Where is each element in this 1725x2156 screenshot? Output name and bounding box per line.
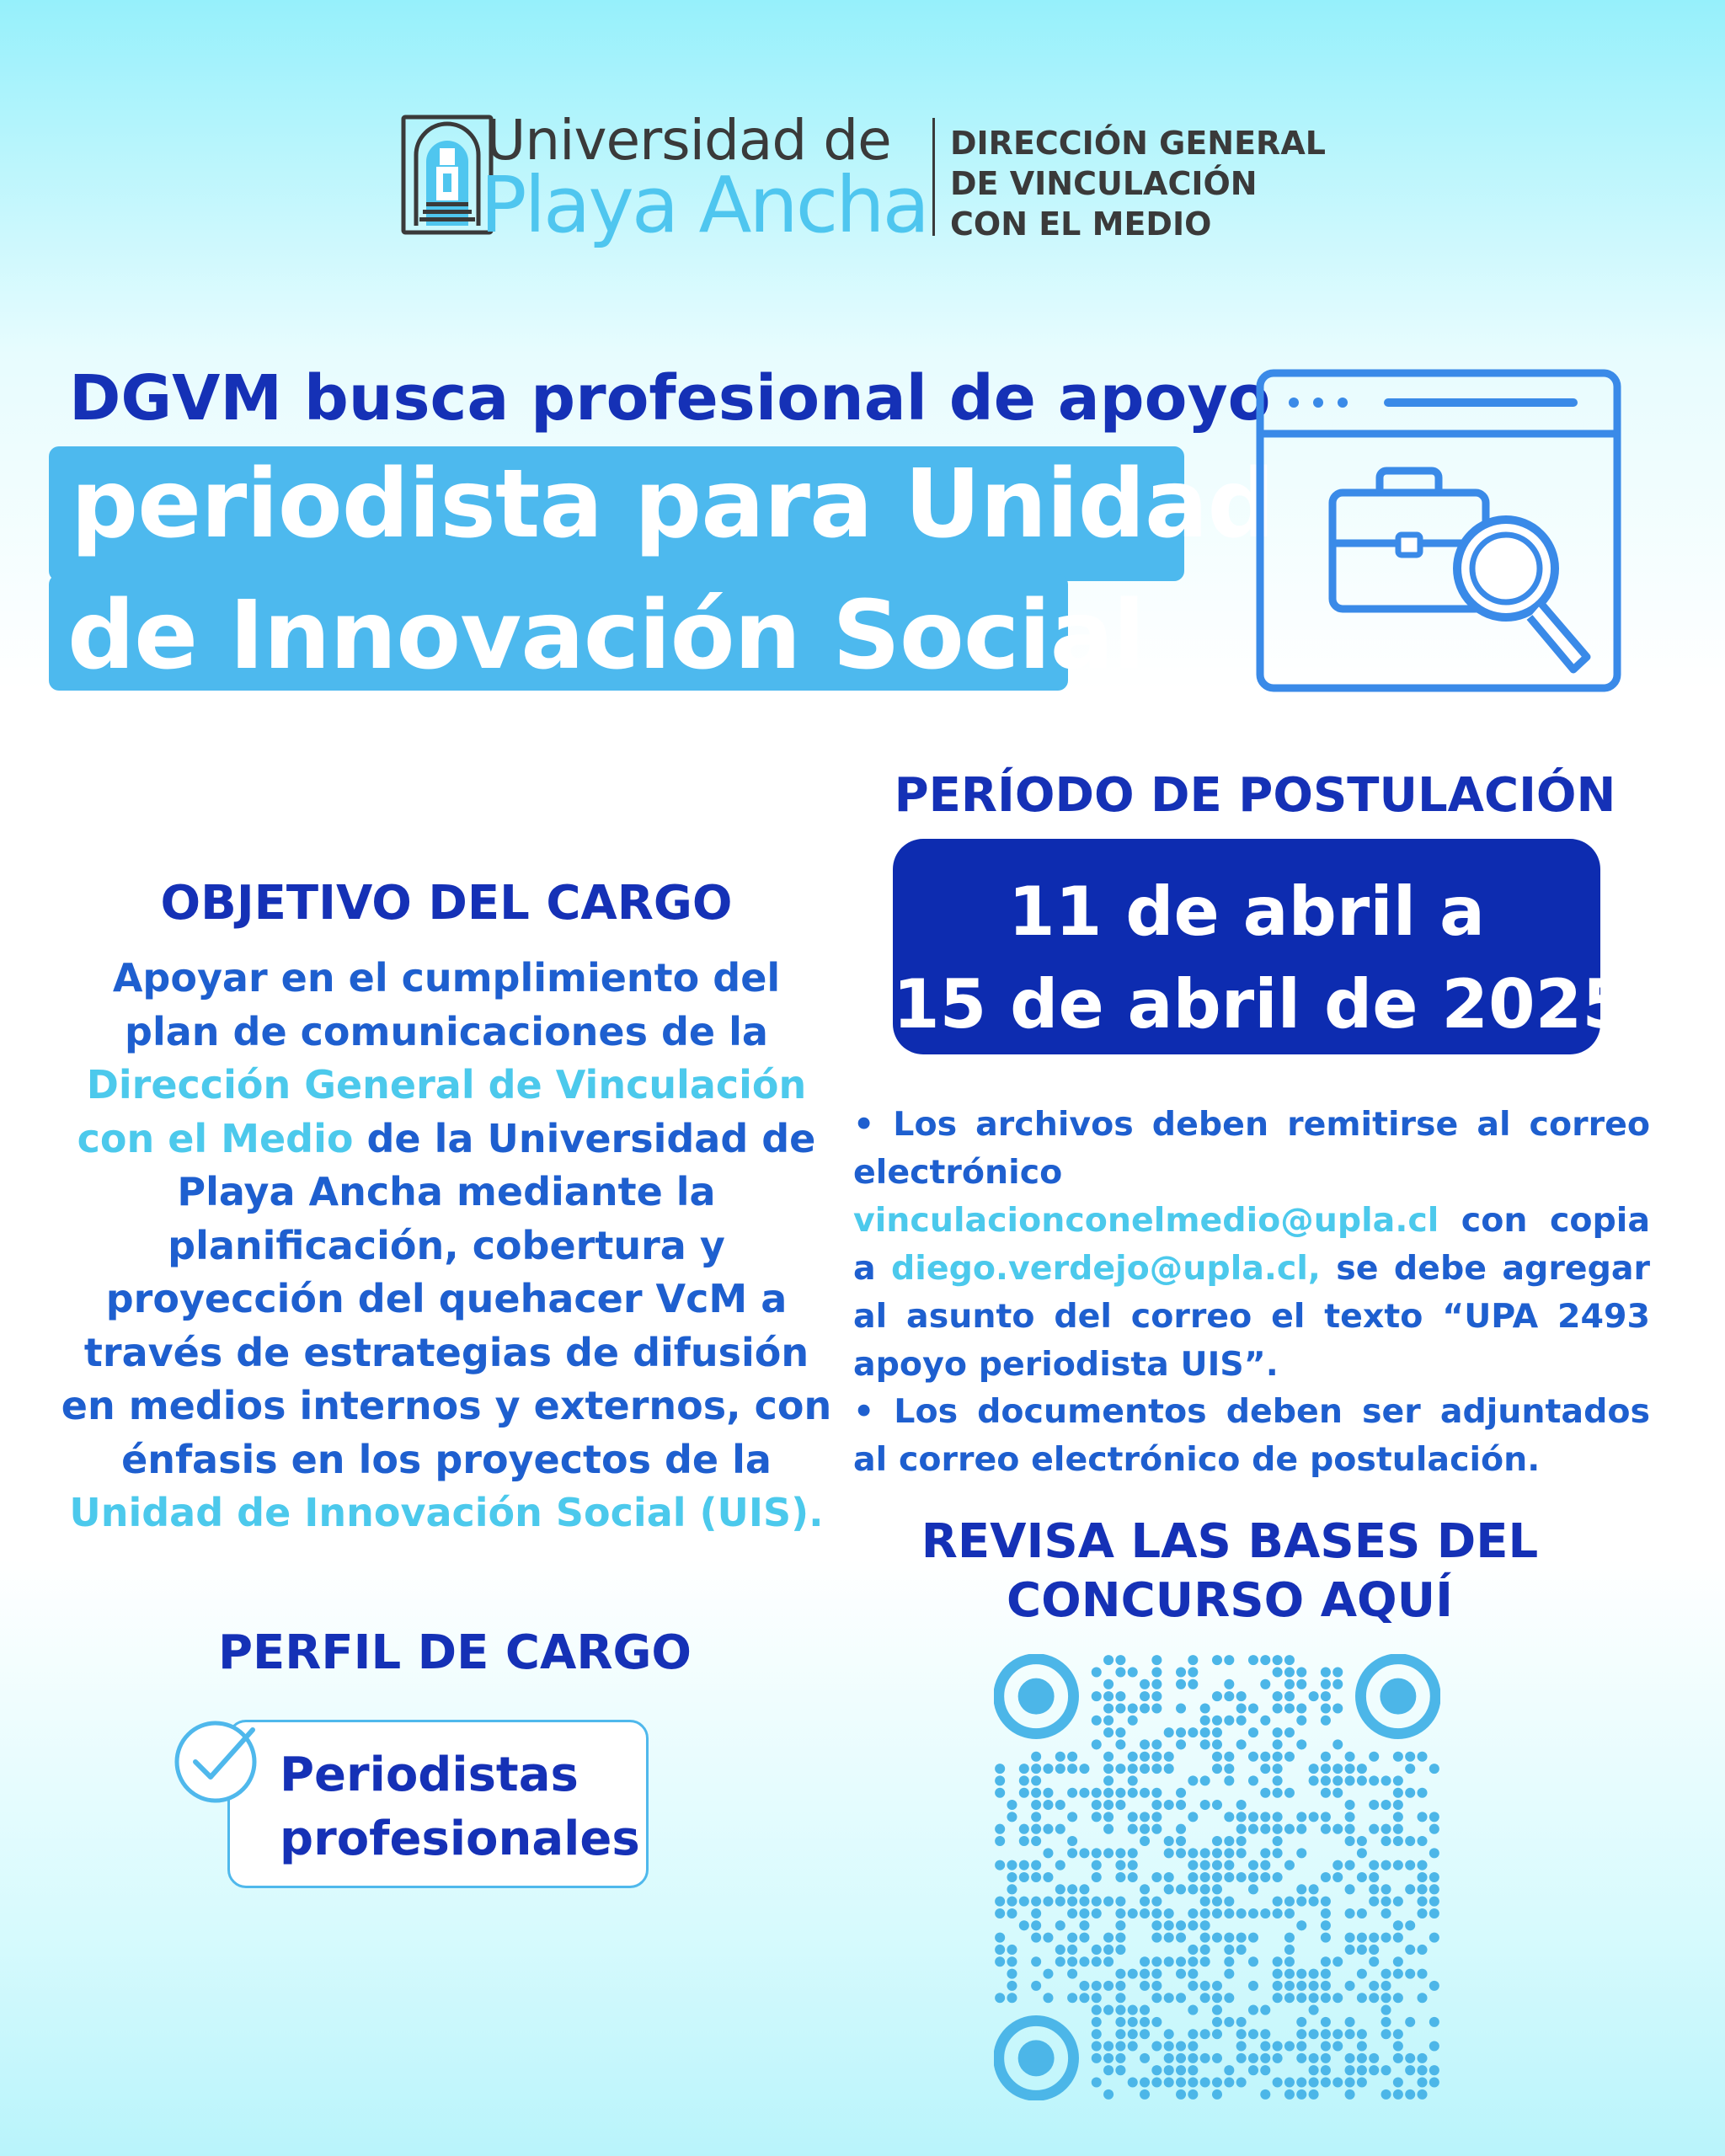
objective-highlight1: Dirección General de Vinculación con el Medio [77, 1062, 807, 1161]
bases-heading: REVISA LAS BASES DEL CONCURSO AQUÍ [921, 1514, 1539, 1628]
job-search-icon [1253, 366, 1624, 710]
logo-divider [932, 118, 935, 236]
title-line2: de Innovación Social [67, 581, 1145, 691]
profile-line1: Periodistas [280, 1748, 579, 1802]
note-files [853, 1101, 1650, 1389]
email-link-1[interactable]: vinculacionconelmedio@upla.cl [853, 1201, 1439, 1240]
date-line1: 11 de abril a [1008, 873, 1485, 951]
profile-text [280, 1743, 640, 1871]
qr-code-icon[interactable] [994, 1654, 1440, 2100]
department-line3: CON EL MEDIO [950, 205, 1212, 243]
date-text [893, 866, 1629, 1051]
objective-heading: OBJETIVO DEL CARGO [160, 876, 733, 931]
note-documents: • Los documentos deben ser adjuntados al correo electrónico de postulación. [853, 1392, 1650, 1479]
note1-text-a: • Los archivos deben remitirse al correo electrónico [853, 1105, 1650, 1192]
date-line2: 15 de abril de 2025 [893, 965, 1629, 1043]
profile-heading: PERFIL DE CARGO [217, 1625, 692, 1680]
profile-line2: profesionales [280, 1812, 640, 1866]
objective-text-part2: de la Universidad de Playa Ancha mediante la planificación, cobertura y proyección del quehacer VcM a través de estrategias de difusión en medios internos y externos, con énfasis en los proyectos de la [61, 1115, 832, 1482]
note1-text-c: se debe agregar al asunto del correo el texto “UPA 2493 apoyo periodista UIS”. [853, 1249, 1650, 1384]
objective-text-part1: Apoyar en el cumplimiento del plan de comunicaciones de la [112, 955, 781, 1054]
check-icon [172, 1718, 259, 1806]
objective-highlight2: Unidad de Innovación Social (UIS). [69, 1490, 824, 1535]
objective-text [59, 952, 834, 1540]
note1-text-b: con copia a [853, 1201, 1650, 1288]
department-line2: DE VINCULACIÓN [950, 165, 1258, 202]
department-name [950, 123, 1326, 244]
email-link-2[interactable]: diego.verdejo@upla.cl, [891, 1249, 1321, 1288]
department-line1: DIRECCIÓN GENERAL [950, 125, 1326, 162]
university-name-line1: Universidad de [485, 108, 891, 173]
title-top: DGVM busca profesional de apoyo [69, 362, 1271, 435]
period-heading: PERÍODO DE POSTULACIÓN [894, 768, 1616, 823]
title-line1: periodista para Unidad [71, 450, 1274, 559]
university-name-line2: Playa Ancha [480, 160, 927, 250]
